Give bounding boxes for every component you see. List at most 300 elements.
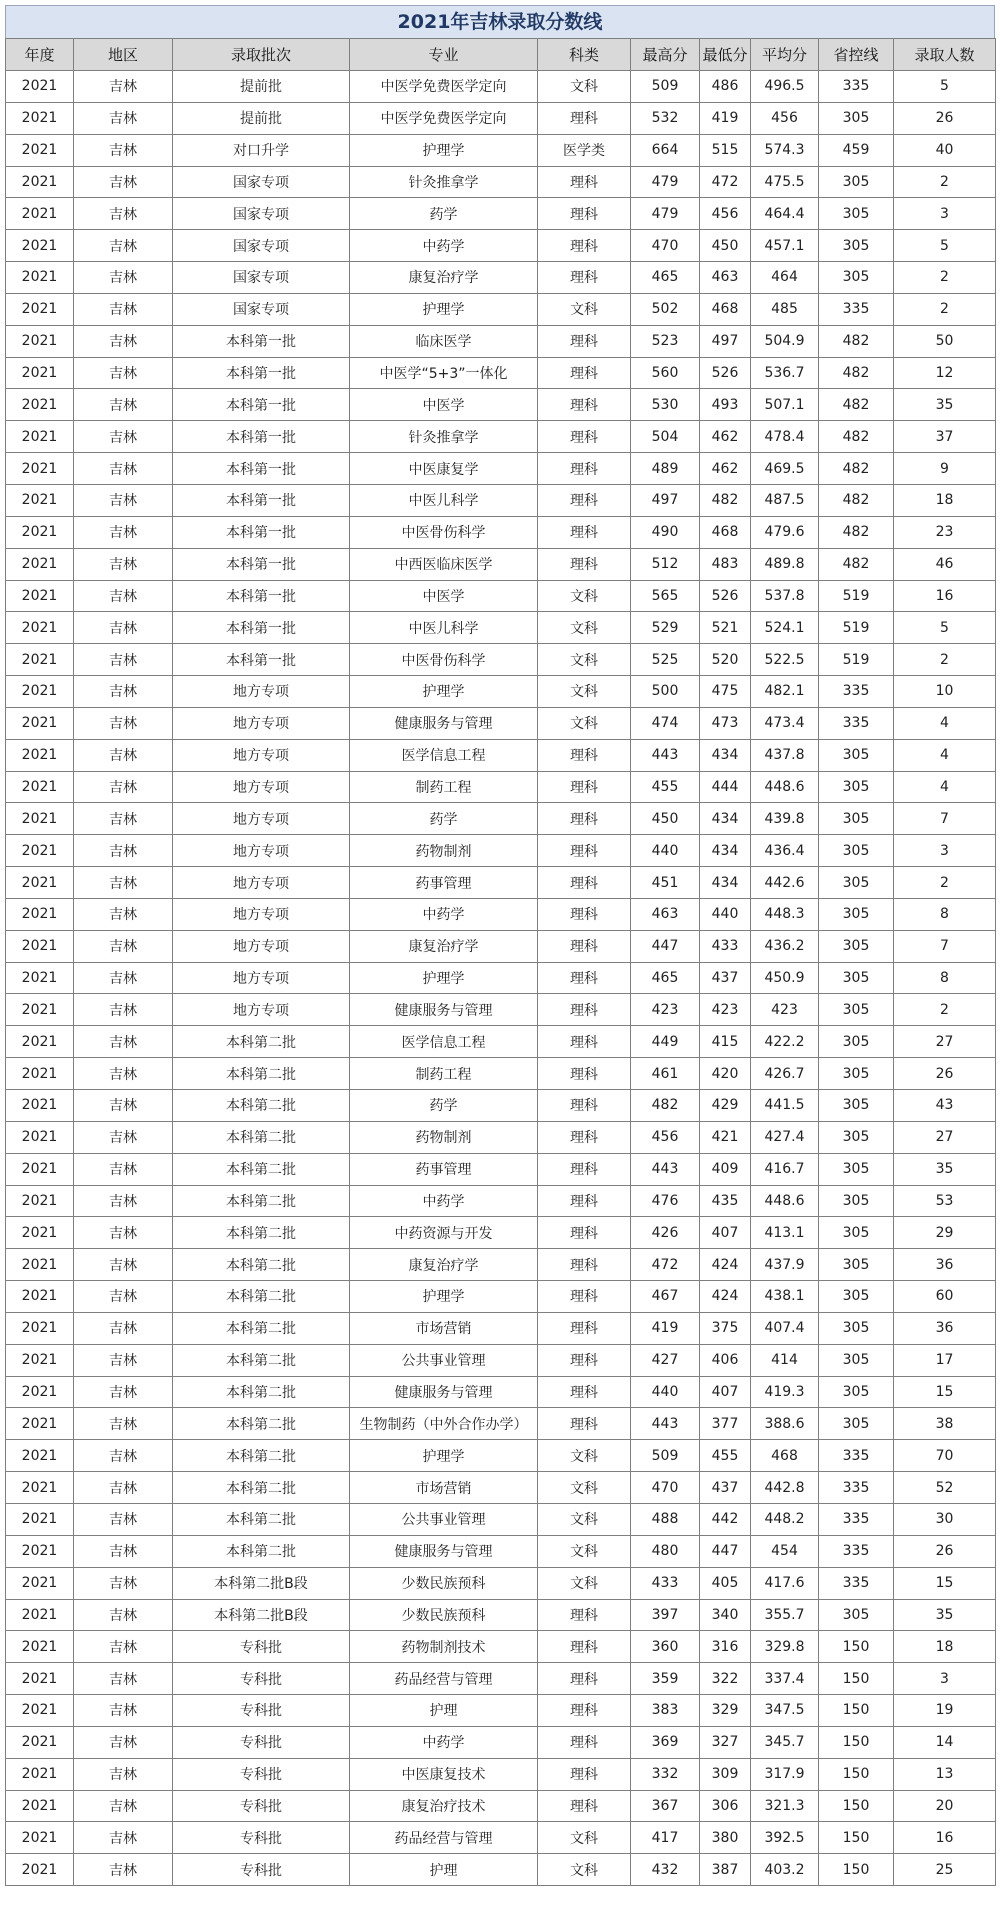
cell-category: 文科 <box>538 1472 631 1504</box>
cell-avg-score: 403.2 <box>751 1854 819 1886</box>
cell-min-score: 472 <box>700 166 751 198</box>
cell-control-line: 305 <box>819 1312 894 1344</box>
cell-category: 文科 <box>538 707 631 739</box>
cell-max-score: 449 <box>631 1026 700 1058</box>
cell-batch: 本科第二批 <box>173 1376 350 1408</box>
cell-batch: 本科第一批 <box>173 644 350 676</box>
cell-year: 2021 <box>6 1472 74 1504</box>
cell-avg-score: 437.8 <box>751 739 819 771</box>
cell-batch: 本科第二批 <box>173 1249 350 1281</box>
cell-control-line: 335 <box>819 1440 894 1472</box>
cell-admitted-count: 14 <box>894 1726 996 1758</box>
cell-admitted-count: 13 <box>894 1758 996 1790</box>
cell-admitted-count: 53 <box>894 1185 996 1217</box>
cell-max-score: 497 <box>631 484 700 516</box>
cell-category: 理科 <box>538 1344 631 1376</box>
cell-major: 中药学 <box>350 898 538 930</box>
cell-region: 吉林 <box>74 1695 173 1727</box>
cell-batch: 本科第一批 <box>173 612 350 644</box>
cell-region: 吉林 <box>74 134 173 166</box>
cell-major: 针灸推拿学 <box>350 421 538 453</box>
cell-max-score: 502 <box>631 293 700 325</box>
cell-major: 医学信息工程 <box>350 739 538 771</box>
cell-min-score: 420 <box>700 1058 751 1090</box>
cell-max-score: 455 <box>631 771 700 803</box>
table-row <box>6 1058 996 1090</box>
cell-max-score: 426 <box>631 1217 700 1249</box>
cell-batch: 本科第一批 <box>173 548 350 580</box>
cell-max-score: 529 <box>631 612 700 644</box>
cell-avg-score: 423 <box>751 994 819 1026</box>
cell-major: 护理学 <box>350 293 538 325</box>
table-row <box>6 1408 996 1440</box>
cell-admitted-count: 2 <box>894 867 996 899</box>
table-row <box>6 1312 996 1344</box>
cell-year: 2021 <box>6 612 74 644</box>
cell-batch: 国家专项 <box>173 166 350 198</box>
cell-control-line: 519 <box>819 644 894 676</box>
cell-year: 2021 <box>6 1312 74 1344</box>
cell-batch: 地方专项 <box>173 739 350 771</box>
cell-category: 理科 <box>538 1217 631 1249</box>
cell-min-score: 424 <box>700 1281 751 1313</box>
cell-min-score: 306 <box>700 1790 751 1822</box>
admission-score-table <box>5 38 996 1886</box>
cell-max-score: 443 <box>631 1153 700 1185</box>
cell-min-score: 434 <box>700 739 751 771</box>
cell-category: 理科 <box>538 548 631 580</box>
cell-category: 理科 <box>538 867 631 899</box>
cell-batch: 本科第二批 <box>173 1090 350 1122</box>
cell-major: 市场营销 <box>350 1472 538 1504</box>
cell-major: 公共事业管理 <box>350 1503 538 1535</box>
table-row <box>6 612 996 644</box>
cell-control-line: 482 <box>819 389 894 421</box>
cell-year: 2021 <box>6 771 74 803</box>
cell-region: 吉林 <box>74 1408 173 1440</box>
cell-max-score: 447 <box>631 930 700 962</box>
cell-min-score: 435 <box>700 1185 751 1217</box>
table-row <box>6 198 996 230</box>
cell-region: 吉林 <box>74 994 173 1026</box>
cell-category: 理科 <box>538 1281 631 1313</box>
cell-control-line: 305 <box>819 930 894 962</box>
cell-admitted-count: 4 <box>894 707 996 739</box>
table-row <box>6 707 996 739</box>
cell-region: 吉林 <box>74 1090 173 1122</box>
cell-batch: 地方专项 <box>173 707 350 739</box>
cell-min-score: 468 <box>700 293 751 325</box>
cell-batch: 本科第二批 <box>173 1058 350 1090</box>
cell-min-score: 473 <box>700 707 751 739</box>
table-row <box>6 1503 996 1535</box>
cell-avg-score: 482.1 <box>751 676 819 708</box>
cell-region: 吉林 <box>74 421 173 453</box>
cell-batch: 专科批 <box>173 1790 350 1822</box>
cell-avg-score: 536.7 <box>751 357 819 389</box>
cell-batch: 对口升学 <box>173 134 350 166</box>
cell-region: 吉林 <box>74 1567 173 1599</box>
cell-major: 护理 <box>350 1854 538 1886</box>
table-row <box>6 1726 996 1758</box>
cell-admitted-count: 3 <box>894 835 996 867</box>
cell-region: 吉林 <box>74 644 173 676</box>
cell-admitted-count: 26 <box>894 1535 996 1567</box>
cell-year: 2021 <box>6 1790 74 1822</box>
cell-avg-score: 442.8 <box>751 1472 819 1504</box>
cell-category: 理科 <box>538 421 631 453</box>
table-row <box>6 1153 996 1185</box>
cell-avg-score: 439.8 <box>751 803 819 835</box>
cell-year: 2021 <box>6 1854 74 1886</box>
cell-region: 吉林 <box>74 198 173 230</box>
cell-max-score: 530 <box>631 389 700 421</box>
table-row <box>6 1090 996 1122</box>
cell-avg-score: 321.3 <box>751 1790 819 1822</box>
table-row <box>6 1281 996 1313</box>
cell-batch: 国家专项 <box>173 262 350 294</box>
cell-year: 2021 <box>6 1281 74 1313</box>
cell-admitted-count: 50 <box>894 325 996 357</box>
cell-avg-score: 522.5 <box>751 644 819 676</box>
cell-admitted-count: 23 <box>894 516 996 548</box>
cell-max-score: 360 <box>631 1631 700 1663</box>
cell-major: 中医康复学 <box>350 453 538 485</box>
cell-batch: 本科第二批 <box>173 1121 350 1153</box>
cell-year: 2021 <box>6 1663 74 1695</box>
cell-batch: 地方专项 <box>173 803 350 835</box>
cell-admitted-count: 46 <box>894 548 996 580</box>
cell-control-line: 335 <box>819 676 894 708</box>
cell-control-line: 305 <box>819 1058 894 1090</box>
cell-batch: 本科第二批 <box>173 1408 350 1440</box>
table-row <box>6 1822 996 1854</box>
table-row <box>6 1599 996 1631</box>
cell-region: 吉林 <box>74 612 173 644</box>
cell-control-line: 305 <box>819 994 894 1026</box>
cell-category: 文科 <box>538 1503 631 1535</box>
cell-region: 吉林 <box>74 1217 173 1249</box>
cell-avg-score: 392.5 <box>751 1822 819 1854</box>
cell-major: 中药学 <box>350 230 538 262</box>
cell-control-line: 150 <box>819 1695 894 1727</box>
cell-admitted-count: 26 <box>894 1058 996 1090</box>
cell-admitted-count: 35 <box>894 1599 996 1631</box>
table-row <box>6 484 996 516</box>
cell-category: 理科 <box>538 1758 631 1790</box>
cell-max-score: 417 <box>631 1822 700 1854</box>
cell-control-line: 459 <box>819 134 894 166</box>
cell-category: 文科 <box>538 1822 631 1854</box>
table-row <box>6 1185 996 1217</box>
table-row <box>6 867 996 899</box>
cell-admitted-count: 35 <box>894 389 996 421</box>
cell-region: 吉林 <box>74 1631 173 1663</box>
cell-batch: 国家专项 <box>173 293 350 325</box>
cell-control-line: 335 <box>819 1535 894 1567</box>
cell-year: 2021 <box>6 198 74 230</box>
cell-admitted-count: 8 <box>894 898 996 930</box>
cell-region: 吉林 <box>74 453 173 485</box>
table-row <box>6 357 996 389</box>
cell-avg-score: 416.7 <box>751 1153 819 1185</box>
cell-region: 吉林 <box>74 1344 173 1376</box>
cell-avg-score: 436.2 <box>751 930 819 962</box>
cell-year: 2021 <box>6 1026 74 1058</box>
cell-max-score: 423 <box>631 994 700 1026</box>
cell-year: 2021 <box>6 1567 74 1599</box>
cell-category: 理科 <box>538 230 631 262</box>
cell-year: 2021 <box>6 1599 74 1631</box>
cell-min-score: 462 <box>700 453 751 485</box>
cell-year: 2021 <box>6 1090 74 1122</box>
cell-admitted-count: 5 <box>894 71 996 103</box>
cell-min-score: 493 <box>700 389 751 421</box>
cell-admitted-count: 17 <box>894 1344 996 1376</box>
cell-min-score: 423 <box>700 994 751 1026</box>
cell-admitted-count: 37 <box>894 421 996 453</box>
cell-avg-score: 437.9 <box>751 1249 819 1281</box>
cell-control-line: 150 <box>819 1822 894 1854</box>
table-row <box>6 1026 996 1058</box>
cell-year: 2021 <box>6 803 74 835</box>
cell-max-score: 470 <box>631 1472 700 1504</box>
cell-control-line: 482 <box>819 453 894 485</box>
cell-control-line: 150 <box>819 1790 894 1822</box>
cell-batch: 地方专项 <box>173 930 350 962</box>
cell-major: 少数民族预科 <box>350 1599 538 1631</box>
cell-avg-score: 337.4 <box>751 1663 819 1695</box>
cell-year: 2021 <box>6 1153 74 1185</box>
cell-min-score: 380 <box>700 1822 751 1854</box>
cell-region: 吉林 <box>74 739 173 771</box>
cell-max-score: 525 <box>631 644 700 676</box>
cell-category: 文科 <box>538 1535 631 1567</box>
cell-year: 2021 <box>6 516 74 548</box>
cell-region: 吉林 <box>74 930 173 962</box>
cell-avg-score: 454 <box>751 1535 819 1567</box>
cell-min-score: 387 <box>700 1854 751 1886</box>
table-row <box>6 389 996 421</box>
cell-min-score: 515 <box>700 134 751 166</box>
cell-avg-score: 450.9 <box>751 962 819 994</box>
cell-category: 理科 <box>538 898 631 930</box>
cell-admitted-count: 2 <box>894 166 996 198</box>
cell-region: 吉林 <box>74 1249 173 1281</box>
cell-batch: 地方专项 <box>173 771 350 803</box>
cell-max-score: 359 <box>631 1663 700 1695</box>
table-row <box>6 516 996 548</box>
table-row <box>6 1631 996 1663</box>
cell-batch: 地方专项 <box>173 962 350 994</box>
cell-avg-score: 524.1 <box>751 612 819 644</box>
cell-category: 理科 <box>538 962 631 994</box>
admission-table-wrapper <box>5 5 995 1886</box>
cell-control-line: 305 <box>819 1153 894 1185</box>
cell-year: 2021 <box>6 644 74 676</box>
cell-region: 吉林 <box>74 1854 173 1886</box>
cell-batch: 本科第二批 <box>173 1281 350 1313</box>
cell-major: 药事管理 <box>350 1153 538 1185</box>
cell-year: 2021 <box>6 1631 74 1663</box>
table-row <box>6 1790 996 1822</box>
cell-max-score: 443 <box>631 1408 700 1440</box>
cell-avg-score: 464.4 <box>751 198 819 230</box>
cell-batch: 提前批 <box>173 71 350 103</box>
cell-min-score: 329 <box>700 1695 751 1727</box>
cell-batch: 本科第二批 <box>173 1440 350 1472</box>
cell-control-line: 305 <box>819 166 894 198</box>
cell-min-score: 421 <box>700 1121 751 1153</box>
cell-region: 吉林 <box>74 1472 173 1504</box>
cell-control-line: 482 <box>819 421 894 453</box>
table-row <box>6 962 996 994</box>
cell-batch: 国家专项 <box>173 230 350 262</box>
cell-batch: 专科批 <box>173 1726 350 1758</box>
cell-max-score: 490 <box>631 516 700 548</box>
cell-batch: 地方专项 <box>173 898 350 930</box>
cell-category: 理科 <box>538 739 631 771</box>
cell-admitted-count: 35 <box>894 1153 996 1185</box>
cell-max-score: 332 <box>631 1758 700 1790</box>
cell-min-score: 526 <box>700 580 751 612</box>
cell-region: 吉林 <box>74 1121 173 1153</box>
cell-region: 吉林 <box>74 389 173 421</box>
cell-avg-score: 442.6 <box>751 867 819 899</box>
cell-category: 理科 <box>538 803 631 835</box>
cell-max-score: 504 <box>631 421 700 453</box>
cell-region: 吉林 <box>74 71 173 103</box>
cell-min-score: 462 <box>700 421 751 453</box>
cell-control-line: 335 <box>819 707 894 739</box>
cell-avg-score: 345.7 <box>751 1726 819 1758</box>
cell-category: 理科 <box>538 1408 631 1440</box>
cell-region: 吉林 <box>74 357 173 389</box>
header-year: 年度 <box>6 39 74 71</box>
cell-max-score: 482 <box>631 1090 700 1122</box>
cell-min-score: 377 <box>700 1408 751 1440</box>
cell-admitted-count: 10 <box>894 676 996 708</box>
cell-batch: 本科第二批 <box>173 1026 350 1058</box>
table-row <box>6 262 996 294</box>
cell-admitted-count: 19 <box>894 1695 996 1727</box>
cell-avg-score: 507.1 <box>751 389 819 421</box>
cell-admitted-count: 70 <box>894 1440 996 1472</box>
cell-control-line: 305 <box>819 198 894 230</box>
cell-category: 理科 <box>538 389 631 421</box>
cell-admitted-count: 27 <box>894 1026 996 1058</box>
cell-admitted-count: 7 <box>894 803 996 835</box>
cell-max-score: 456 <box>631 1121 700 1153</box>
cell-region: 吉林 <box>74 962 173 994</box>
cell-category: 理科 <box>538 1312 631 1344</box>
cell-major: 中医康复技术 <box>350 1758 538 1790</box>
cell-max-score: 465 <box>631 262 700 294</box>
cell-year: 2021 <box>6 1344 74 1376</box>
cell-min-score: 447 <box>700 1535 751 1567</box>
cell-avg-score: 438.1 <box>751 1281 819 1313</box>
cell-avg-score: 426.7 <box>751 1058 819 1090</box>
cell-year: 2021 <box>6 1121 74 1153</box>
table-row <box>6 898 996 930</box>
cell-batch: 本科第二批 <box>173 1472 350 1504</box>
cell-major: 药品经营与管理 <box>350 1663 538 1695</box>
cell-admitted-count: 20 <box>894 1790 996 1822</box>
cell-control-line: 335 <box>819 1472 894 1504</box>
cell-control-line: 482 <box>819 357 894 389</box>
cell-major: 市场营销 <box>350 1312 538 1344</box>
cell-admitted-count: 5 <box>894 612 996 644</box>
cell-major: 中西医临床医学 <box>350 548 538 580</box>
cell-min-score: 340 <box>700 1599 751 1631</box>
cell-region: 吉林 <box>74 1026 173 1058</box>
cell-category: 理科 <box>538 1726 631 1758</box>
cell-avg-score: 469.5 <box>751 453 819 485</box>
cell-year: 2021 <box>6 962 74 994</box>
cell-major: 中医学免费医学定向 <box>350 102 538 134</box>
cell-avg-score: 417.6 <box>751 1567 819 1599</box>
cell-avg-score: 464 <box>751 262 819 294</box>
cell-max-score: 383 <box>631 1695 700 1727</box>
cell-major: 护理 <box>350 1695 538 1727</box>
cell-max-score: 367 <box>631 1790 700 1822</box>
cell-region: 吉林 <box>74 325 173 357</box>
table-row <box>6 676 996 708</box>
cell-avg-score: 468 <box>751 1440 819 1472</box>
cell-major: 中药资源与开发 <box>350 1217 538 1249</box>
cell-category: 文科 <box>538 1440 631 1472</box>
table-row <box>6 1217 996 1249</box>
cell-max-score: 479 <box>631 166 700 198</box>
cell-min-score: 316 <box>700 1631 751 1663</box>
cell-max-score: 465 <box>631 962 700 994</box>
cell-major: 生物制药（中外合作办学） <box>350 1408 538 1440</box>
cell-control-line: 305 <box>819 1281 894 1313</box>
cell-control-line: 482 <box>819 548 894 580</box>
cell-major: 药事管理 <box>350 867 538 899</box>
cell-batch: 本科第二批B段 <box>173 1599 350 1631</box>
cell-min-score: 433 <box>700 930 751 962</box>
table-row <box>6 166 996 198</box>
cell-admitted-count: 2 <box>894 293 996 325</box>
cell-control-line: 305 <box>819 102 894 134</box>
cell-major: 健康服务与管理 <box>350 707 538 739</box>
cell-control-line: 305 <box>819 1026 894 1058</box>
cell-region: 吉林 <box>74 1312 173 1344</box>
cell-admitted-count: 7 <box>894 930 996 962</box>
cell-control-line: 335 <box>819 1503 894 1535</box>
table-header-row <box>6 39 996 71</box>
cell-batch: 本科第二批B段 <box>173 1567 350 1599</box>
cell-control-line: 150 <box>819 1726 894 1758</box>
header-control-line: 省控线 <box>819 39 894 71</box>
cell-avg-score: 504.9 <box>751 325 819 357</box>
cell-major: 制药工程 <box>350 1058 538 1090</box>
cell-avg-score: 436.4 <box>751 835 819 867</box>
cell-category: 理科 <box>538 262 631 294</box>
cell-year: 2021 <box>6 325 74 357</box>
cell-major: 药学 <box>350 1090 538 1122</box>
cell-category: 理科 <box>538 1376 631 1408</box>
cell-batch: 提前批 <box>173 102 350 134</box>
table-row <box>6 1695 996 1727</box>
cell-region: 吉林 <box>74 1790 173 1822</box>
cell-batch: 专科批 <box>173 1631 350 1663</box>
table-row <box>6 1249 996 1281</box>
cell-min-score: 450 <box>700 230 751 262</box>
cell-control-line: 305 <box>819 1408 894 1440</box>
cell-year: 2021 <box>6 548 74 580</box>
